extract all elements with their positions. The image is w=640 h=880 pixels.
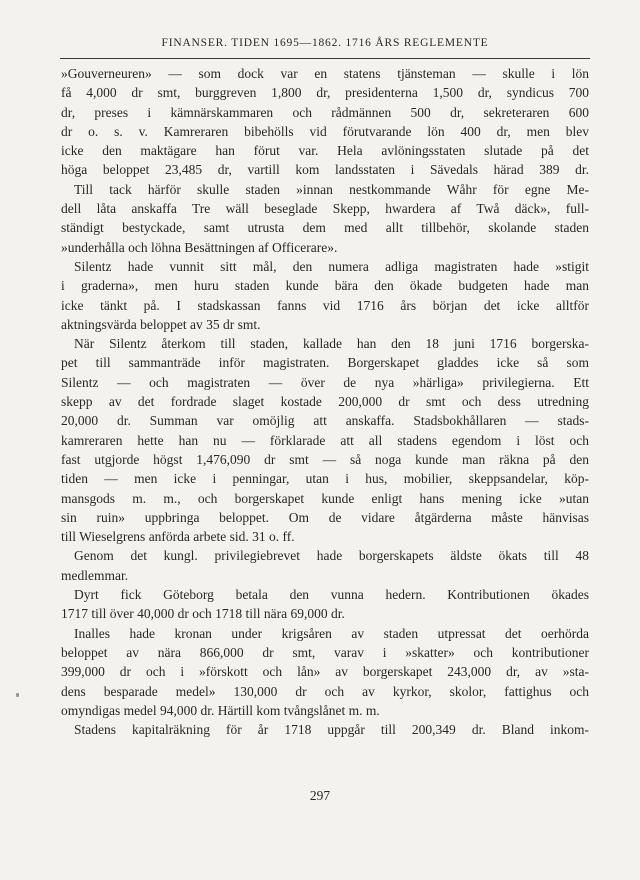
text-line: När Silentz återkom till staden, kallade han den 18 juni 1716 borgerska- — [74, 336, 589, 352]
text-line: Till tack härför skulle staden »innan nestkommande Wåhr för egne Me- — [74, 181, 589, 197]
text-line: pet till sammanträde inför magistraten. Borgerskapet gladdes icke så som — [61, 355, 589, 371]
text-line: ständigt bestyckade, samt utrusta dem med allt tillbehör, skolande staden — [61, 220, 589, 236]
text-line: mansgods m. m., och borgerskapet kunde enligt hans mening icke »utan — [61, 490, 589, 506]
text-line: dens besparade medel» 130,000 dr och av kyrkor, skolor, fattighus och — [61, 683, 589, 699]
text-line: omyndigas medel 94,000 dr. Härtill kom tvångslånet m. m. — [61, 702, 380, 718]
text-line: Inalles hade kronan under krigsåren av staden utpressat det oerhörda — [74, 625, 589, 641]
text-line: beloppet av nära 866,000 dr smt, varav i »skatter» och kontributioner — [61, 644, 589, 660]
text-line: skepp av det fordrade slaget kostade 200,000 dr smt och dess utredning — [61, 394, 589, 410]
text-line: kamreraren hette han nu — förklarade att all stadens egendom i löst och — [61, 432, 589, 448]
text-line: 20,000 dr. Summan var omöjlig att anskaffa. Stadsbokhållaren — stads- — [61, 413, 589, 429]
text-line: Silentz — och magistraten — över de nya »härliga» privilegierna. Ett — [61, 374, 589, 390]
text-line: medlemmar. — [61, 567, 129, 583]
page-number: 297 — [309, 788, 331, 803]
text-line: dr o. s. v. Kamreraren bibehölls vid förutvarande lön 400 dr, men blev — [61, 123, 589, 139]
text-line: i graderna», men huru staden kunde bära den ökade budgeten hade man — [61, 278, 589, 294]
text-line: få 4,000 dr smt, burggreven 1,800 dr, presidenterna 1,500 dr, syndicus 700 — [61, 85, 589, 101]
text-line: fast utgjorde högst 1,476,090 dr smt — så noga kunde man räkna på den — [61, 451, 589, 467]
text-line: Stadens kapitalräkning för år 1718 uppgår till 200,349 dr. Bland inkom- — [74, 722, 589, 738]
text-line: 1717 till över 40,000 dr och 1718 till nära 69,000 dr. — [61, 606, 345, 622]
text-line: »underhålla och löhna Besättningen af Officerare». — [61, 239, 338, 255]
text-line: höga beloppet 23,485 dr, vartill kom landsstaten i Sävedals härad 389 dr. — [61, 162, 589, 178]
running-head: FINANSER. TIDEN 1695—1862. 1716 ÅRS REGLEMENTE — [161, 37, 489, 49]
text-line: Dyrt fick Göteborg betala den vunna hedern. Kontributionen ökades — [74, 587, 589, 603]
text-line: dell låta anskaffa Tre wäll beseglade Skepp, hwardera af Twå däck», full- — [61, 201, 589, 217]
body-text — [61, 64, 589, 739]
text-line: dr, preses i kämnärskammaren och rådmännen 500 dr, sekreteraren 600 — [61, 104, 589, 120]
text-line: tiden — men icke i penningar, utan i hus, mobilier, skeppsandelar, köp- — [61, 471, 589, 487]
text-line: Genom det kungl. privilegiebrevet hade borgerskapets äldste ökats till 48 — [74, 548, 589, 564]
text-line: »Gouverneuren» — som dock var en statens tjänsteman — skulle i lön — [61, 66, 589, 81]
margin-mark — [16, 693, 19, 697]
text-line: aktningsvärda beloppet av 35 dr smt. — [61, 316, 261, 332]
text-line: till Wieselgrens anförda arbete sid. 31 o. ff. — [61, 529, 295, 545]
text-line: sin ruin» uppbringa beloppet. Om de vidare åtgärderna måste hänvisas — [61, 509, 589, 525]
text-line: icke den maktägare han förut var. Hela avlöningsstaten slutade på det — [61, 143, 589, 159]
text-line: icke tänkt på. I stadskassan fanns vid 1716 års början det icke alltför — [61, 297, 589, 313]
text-line: 399,000 dr och i »förskott och lån» av borgerskapet 243,000 dr, av »sta- — [61, 664, 589, 680]
header-rule — [60, 58, 590, 59]
text-line: Silentz hade vunnit sitt mål, den numera adliga magistraten hade »stigit — [74, 258, 589, 274]
